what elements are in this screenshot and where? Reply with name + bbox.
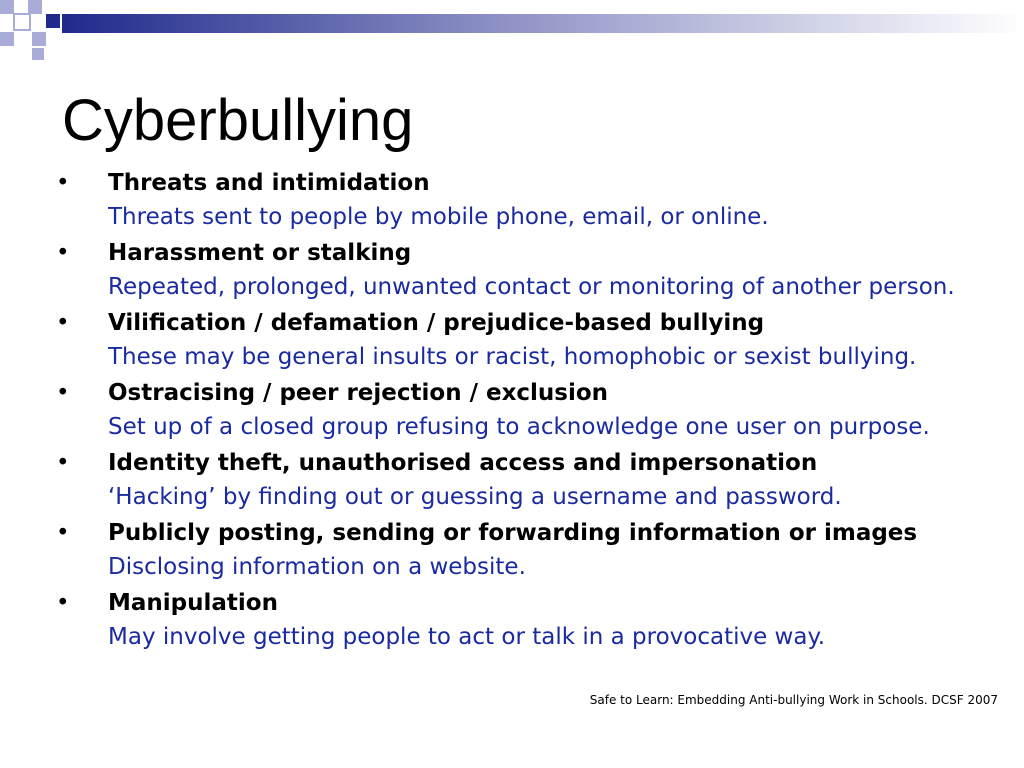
- decor-square: [46, 14, 60, 28]
- bullet-list: [56, 166, 1016, 654]
- list-item: [56, 376, 1016, 444]
- bullet-icon: •: [56, 380, 70, 406]
- decor-square: [0, 32, 14, 46]
- list-item: [56, 166, 1016, 234]
- slide-title: Cyberbullying: [62, 88, 414, 153]
- decor-square: [0, 0, 14, 14]
- decor-square: [32, 32, 46, 46]
- decor-square: [32, 48, 44, 60]
- bullet-icon: •: [56, 590, 70, 616]
- item-heading: Vilification / defamation / prejudice-based bullying: [108, 310, 765, 336]
- bullet-icon: •: [56, 240, 70, 266]
- item-description: ‘Hacking’ by finding out or guessing a username and password.: [108, 484, 842, 510]
- item-description: Set up of a closed group refusing to acknowledge one user on purpose.: [108, 414, 930, 440]
- item-description: Threats sent to people by mobile phone, email, or online.: [108, 204, 769, 230]
- item-heading: Manipulation: [108, 590, 278, 616]
- item-heading: Identity theft, unauthorised access and impersonation: [108, 450, 818, 476]
- bullet-icon: •: [56, 520, 70, 546]
- bullet-icon: •: [56, 450, 70, 476]
- item-heading: Harassment or stalking: [108, 240, 412, 266]
- item-heading: Threats and intimidation: [108, 170, 430, 196]
- item-description: Repeated, prolonged, unwanted contact or monitoring of another person.: [108, 274, 955, 300]
- list-item: [56, 236, 1016, 304]
- item-description: These may be general insults or racist, homophobic or sexist bullying.: [108, 344, 917, 370]
- header-gradient-band: [62, 14, 1024, 33]
- item-heading: Publicly posting, sending or forwarding information or images: [108, 520, 918, 546]
- list-item: [56, 306, 1016, 374]
- item-heading: Ostracising / peer rejection / exclusion: [108, 380, 609, 406]
- bullet-icon: •: [56, 170, 70, 196]
- decor-square: [28, 0, 42, 14]
- header-decoration: [0, 0, 1024, 64]
- bullet-icon: •: [56, 310, 70, 336]
- decor-square: [14, 14, 30, 30]
- list-item: [56, 516, 1016, 584]
- list-item: [56, 446, 1016, 514]
- source-citation: Safe to Learn: Embedding Anti-bullying Work in Schools. DCSF 2007: [589, 693, 998, 707]
- item-description: May involve getting people to act or talk in a provocative way.: [108, 624, 826, 650]
- list-item: [56, 586, 1016, 654]
- item-description: Disclosing information on a website.: [108, 554, 526, 580]
